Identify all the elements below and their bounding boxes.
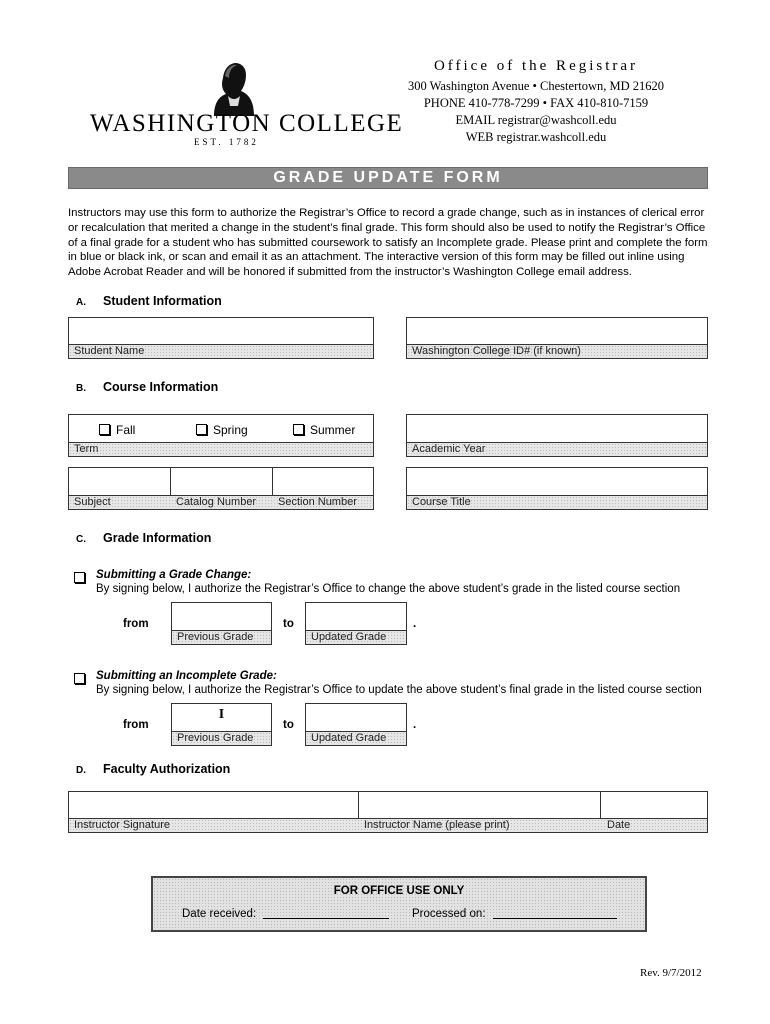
processed-on-field[interactable] [412, 907, 617, 920]
section-d-heading [76, 762, 230, 776]
incomplete-grade-title: Submitting an Incomplete Grade: [96, 670, 277, 682]
section-d-letter: D. [76, 765, 86, 776]
catalog-number-label: Catalog Number [176, 496, 257, 508]
section-a-letter: A. [76, 297, 86, 308]
revision-date: Rev. 9/7/2012 [640, 967, 702, 979]
grade-change-option[interactable] [74, 569, 91, 587]
course-number-fields [68, 467, 374, 510]
incomplete-grade-from: from [123, 719, 149, 731]
section-a-title: Student Information [103, 294, 222, 308]
registrar-email: EMAIL registrar@washcoll.edu [455, 113, 617, 127]
term-option-fall[interactable] [99, 423, 135, 437]
college-name: WASHINGTON COLLEGE [90, 110, 404, 137]
section-c-letter: C. [76, 534, 86, 545]
grade-change-previous-grade-field[interactable] [171, 602, 272, 645]
subject-label: Subject [74, 496, 111, 508]
form-title: GRADE UPDATE FORM [68, 167, 708, 189]
section-c-heading [76, 531, 211, 545]
washington-portrait-logo [208, 54, 258, 116]
incomplete-previous-grade-value: I [218, 707, 225, 722]
section-b-heading [76, 380, 218, 394]
registrar-phone: PHONE 410-778-7299 • FAX 410-810-7159 [423, 96, 649, 110]
incomplete-previous-grade-field[interactable] [171, 703, 272, 746]
instructor-name-label: Instructor Name (please print) [364, 819, 510, 831]
academic-year-field[interactable] [406, 414, 708, 457]
incomplete-previous-grade-label: Previous Grade [172, 731, 271, 745]
spring-label: Spring [213, 423, 248, 437]
faculty-authorization-fields [68, 791, 708, 833]
section-c-title: Grade Information [103, 531, 212, 545]
office-use-box [151, 876, 647, 932]
instructor-signature-label: Instructor Signature [74, 819, 170, 831]
processed-on-blank[interactable] [493, 907, 617, 919]
subject-field[interactable] [69, 468, 170, 496]
term-label: Term [69, 442, 373, 456]
spring-checkbox[interactable] [196, 424, 207, 435]
grade-change-previous-grade-label: Previous Grade [172, 630, 271, 644]
incomplete-grade-checkbox[interactable] [74, 673, 85, 684]
grade-change-to: to [283, 618, 294, 630]
term-field [68, 414, 374, 457]
course-title-label: Course Title [407, 495, 707, 509]
academic-year-label: Academic Year [407, 442, 707, 456]
date-received-field[interactable] [182, 907, 389, 920]
student-id-label: Washington College ID# (if known) [407, 344, 707, 358]
date-field[interactable] [601, 792, 707, 820]
course-title-field[interactable] [406, 467, 708, 510]
intro-paragraph: Instructors may use this form to authorize the Registrar’s Office to record a grade change, such as in instances of clerical error or recalculation that merited a change in the student’s final grade. This form should also be used to notify the Registrar’s Office of a final grade for a student who has submitted coursework to satisfy an Incomplete grade. Please print and complete the form in blue or black ink, or scan and email it as an attachment. The interactive version of this form may be filled out inline using Adobe Acrobat Reader and will be honored if submitted from the instructor’s Washington College email address. [68, 207, 708, 279]
summer-label: Summer [310, 423, 356, 437]
incomplete-grade-description: By signing below, I authorize the Registrar’s Office to update the above student’s final grade in the listed course section [96, 684, 702, 696]
incomplete-grade-period: . [413, 719, 417, 731]
faculty-label-strip [69, 818, 707, 832]
section-b-title: Course Information [103, 380, 219, 394]
instructor-name-field[interactable] [359, 792, 600, 820]
incomplete-updated-grade-label: Updated Grade [306, 731, 406, 745]
date-received-label: Date received: [182, 908, 257, 920]
incomplete-updated-grade-field[interactable] [305, 703, 407, 746]
term-option-spring[interactable] [196, 423, 248, 437]
section-b-letter: B. [76, 383, 86, 394]
student-name-label: Student Name [69, 344, 373, 358]
grade-change-description: By signing below, I authorize the Registrar’s Office to change the above student’s grade in the listed course section [96, 583, 681, 595]
section-d-title: Faculty Authorization [103, 762, 231, 776]
student-id-field[interactable] [406, 317, 708, 359]
grade-change-period: . [413, 618, 417, 630]
date-received-blank[interactable] [263, 907, 389, 919]
section-number-label: Section Number [278, 496, 357, 508]
college-est: EST. 1782 [194, 137, 259, 147]
section-a-heading [76, 294, 222, 308]
student-name-field[interactable] [68, 317, 374, 359]
summer-checkbox[interactable] [293, 424, 304, 435]
office-title: Office of the Registrar [433, 58, 639, 74]
section-number-field[interactable] [273, 468, 373, 496]
incomplete-grade-option[interactable] [74, 670, 91, 688]
course-number-label-strip [69, 495, 373, 509]
registrar-web: WEB registrar.washcoll.edu [465, 130, 607, 144]
registrar-contact-block [380, 58, 692, 146]
grade-change-checkbox[interactable] [74, 572, 85, 583]
grade-change-title: Submitting a Grade Change: [96, 569, 252, 581]
grade-change-updated-grade-field[interactable] [305, 602, 407, 645]
processed-on-label: Processed on: [412, 908, 486, 920]
grade-change-from: from [123, 618, 149, 630]
fall-checkbox[interactable] [99, 424, 110, 435]
instructor-signature-field[interactable] [69, 792, 358, 820]
grade-change-updated-grade-label: Updated Grade [306, 630, 406, 644]
date-label: Date [607, 819, 631, 831]
fall-label: Fall [116, 423, 136, 437]
incomplete-grade-to: to [283, 719, 294, 731]
office-use-title: FOR OFFICE USE ONLY [333, 885, 465, 897]
term-option-summer[interactable] [293, 423, 355, 437]
registrar-address: 300 Washington Avenue • Chestertown, MD 21620 [407, 79, 664, 93]
catalog-number-field[interactable] [171, 468, 272, 496]
